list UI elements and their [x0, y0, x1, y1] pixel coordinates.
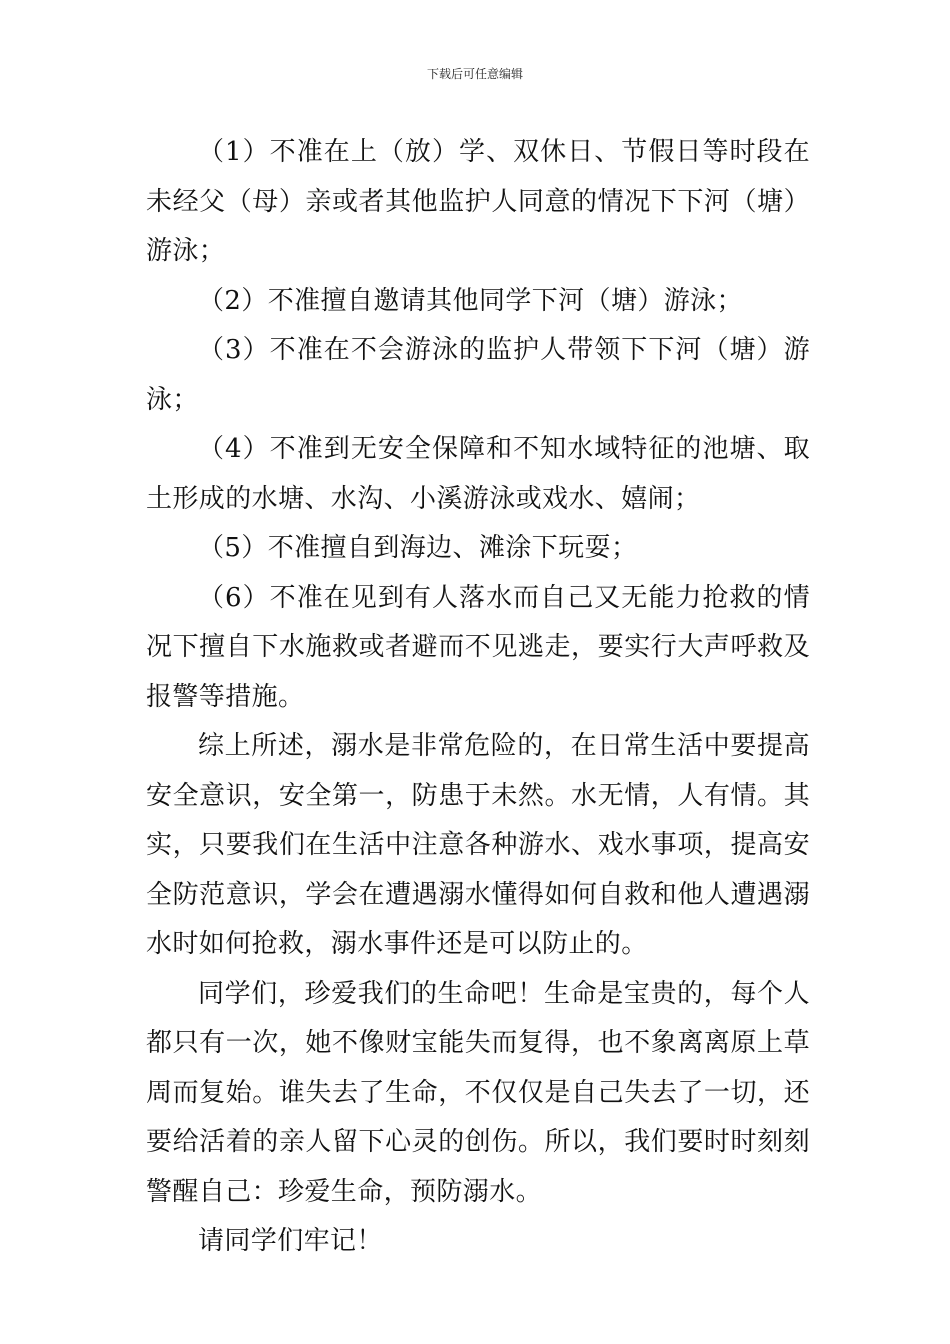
rule-6-paragraph: （6）不准在见到有人落水而自己又无能力抢救的情况下擅自下水施救或者避而不见逃走，要实行大声呼救及报警等措施。 [146, 582, 810, 712]
rule-5-paragraph: （5）不准擅自到海边、滩涂下玩耍； [198, 533, 638, 563]
page-header-note: 下载后可任意编辑 [426, 67, 523, 81]
summary-paragraph: 综上所述，溺水是非常危险的，在日常生活中要提高安全意识，安全第一，防患于未然。水无情，人有情。其实，只要我们在生活中注意各种游水、戏水事项，提高安全防范意识，学会在遭遇溺水懂得如何自救和他人遭遇溺水时如何抢救，溺水事件还是可以防止的。 [146, 731, 810, 959]
rule-1-paragraph: （1）不准在上（放）学、双休日、节假日等时段在未经父（母）亲或者其他监护人同意的情况下下河（塘）游泳； [146, 137, 810, 266]
rule-4-paragraph: （4）不准到无安全保障和不知水域特征的池塘、取土形成的水塘、水沟、小溪游泳或戏水、嬉闹； [146, 434, 810, 514]
rule-3-paragraph: （3）不准在不会游泳的监护人带领下下河（塘）游泳； [146, 335, 810, 415]
rule-2-paragraph: （2）不准擅自邀请其他同学下河（塘）游泳； [198, 285, 743, 316]
document-body [146, 128, 810, 1267]
appeal-paragraph: 同学们，珍爱我们的生命吧！生命是宝贵的，每个人都只有一次，她不像财宝能失而复得，也不象离离原上草周而复始。谁失去了生命，不仅仅是自己失去了一切，还要给活着的亲人留下心灵的创伤。所以，我们要时时刻刻警醒自己：珍爱生命，预防溺水。 [146, 978, 810, 1207]
closing-paragraph: 请同学们牢记！ [198, 1226, 383, 1256]
